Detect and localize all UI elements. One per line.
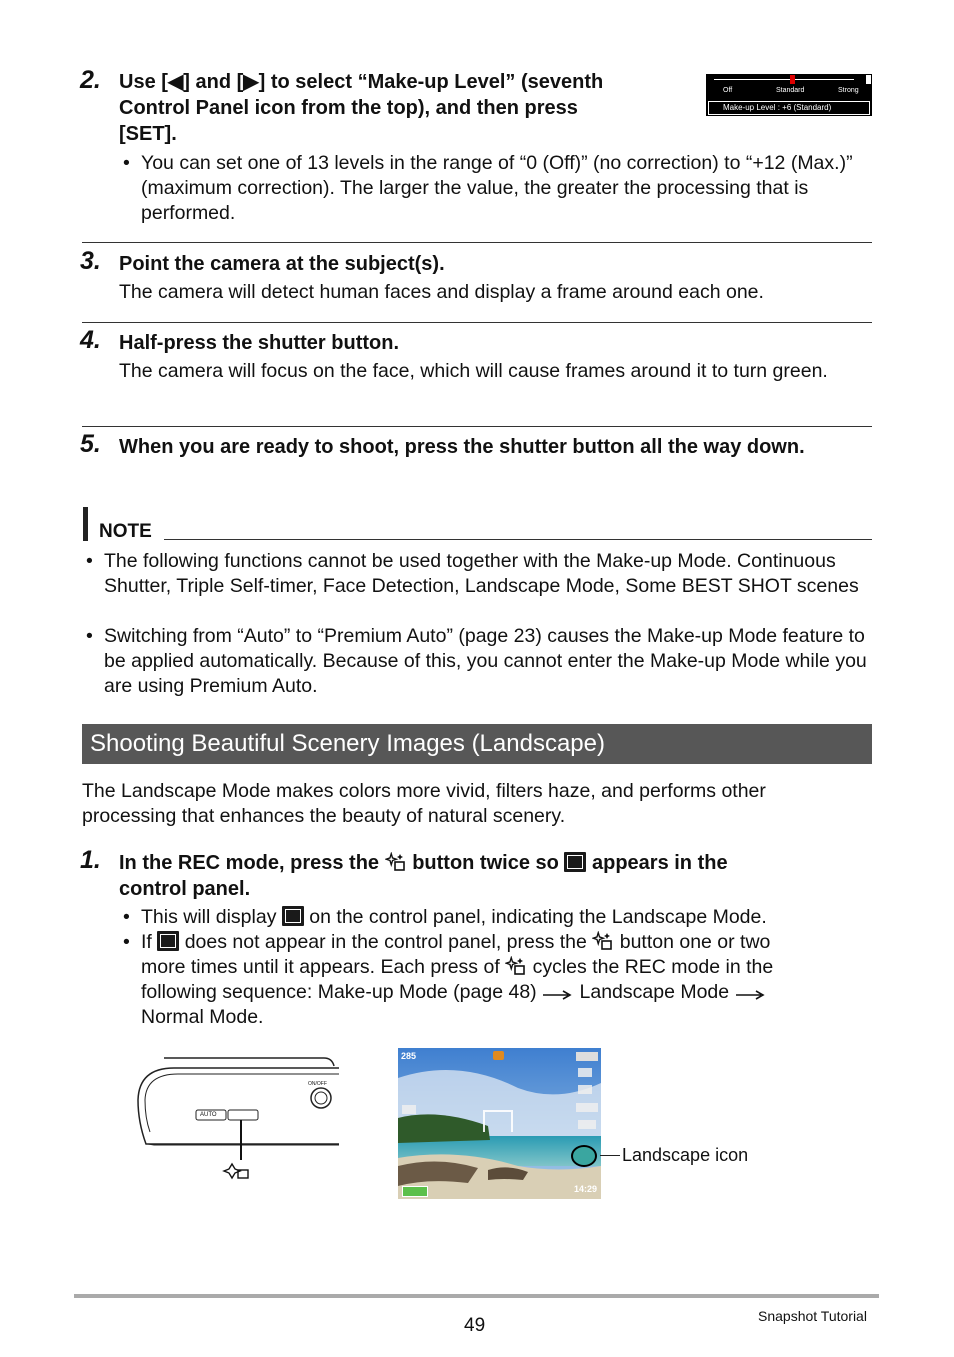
title-text: button twice so xyxy=(412,852,559,874)
size-icon xyxy=(576,1052,598,1061)
camera-illustration xyxy=(134,1052,344,1192)
slider-marker xyxy=(790,75,795,84)
note-bullet xyxy=(86,624,870,699)
note-label: NOTE xyxy=(99,521,152,542)
step-body: The camera will detect human faces and display a frame around each one. xyxy=(119,281,764,303)
bullet-dot: • xyxy=(123,931,130,953)
label-standard: Standard xyxy=(776,87,805,94)
iso-icon xyxy=(578,1120,596,1129)
bullet-text: Switching from “Auto” to “Premium Auto” (page 23) causes the Make-up Mode feature to be applied automatically. Because of this, you cannot enter the Make-up Mode while you are using Premium Auto. xyxy=(104,625,867,697)
step-number: 4. xyxy=(80,326,101,354)
bullet-text: Normal Mode. xyxy=(141,1006,264,1028)
step-title xyxy=(119,850,859,902)
slider-end xyxy=(866,75,871,84)
stabilizer-icon xyxy=(402,1105,416,1114)
page-number: 49 xyxy=(464,1315,486,1336)
note-rule xyxy=(164,539,872,540)
clock: 14:29 xyxy=(574,1184,598,1194)
step-number: 1. xyxy=(80,846,101,874)
step-title-line: Use [◀] and [▶] to select “Make-up Level” (seventh xyxy=(119,71,604,93)
step-number: 5. xyxy=(80,430,101,458)
note-bullet xyxy=(86,549,864,599)
label-strong: Strong xyxy=(838,87,859,94)
note-bar xyxy=(83,507,88,541)
bullet-text: does not appear in the control panel, press the xyxy=(184,931,587,953)
bullet-text: more times until it appears. Each press of xyxy=(141,956,500,978)
bullet-dot: • xyxy=(86,625,93,647)
lcd-screen xyxy=(398,1048,601,1199)
arrow-right-icon xyxy=(735,989,767,1001)
divider xyxy=(82,322,872,323)
camera-top-drawing xyxy=(134,1052,344,1192)
bullet-text: The following functions cannot be used together with the Make-up Mode. Continuous Shutter, Triple Self-timer, Face Detection, Landscape Mode, Some BEST SHOT scenes xyxy=(104,550,859,597)
section-heading: Shooting Beautiful Scenery Images (Landscape) xyxy=(82,724,872,764)
title-text: control panel. xyxy=(119,878,251,900)
step-body: The camera will focus on the face, which will cause frames around it to turn green. xyxy=(119,360,828,382)
section-intro: The Landscape Mode makes colors more vivid, filters haze, and performs other processing that enhances the beauty of natural scenery. xyxy=(82,780,766,827)
footer-rule xyxy=(74,1294,879,1298)
bullet-item xyxy=(123,151,869,226)
landscape-icon xyxy=(157,931,179,951)
onoff-label: ON/OFF xyxy=(308,1081,327,1087)
camera-mode-icon xyxy=(493,1051,504,1060)
callout-label: Landscape icon xyxy=(622,1145,749,1165)
step-title xyxy=(119,69,699,147)
bullet-text: If xyxy=(141,931,152,953)
landscape-icon xyxy=(564,852,586,872)
footer-section: Snapshot Tutorial xyxy=(758,1308,867,1324)
bullet-dot: • xyxy=(123,906,130,928)
landscape-mode-icon xyxy=(571,1145,597,1167)
level-readout: Make-up Level : +6 (Standard) xyxy=(708,101,870,115)
selftimer-icon xyxy=(576,1103,598,1112)
makeup-level-screen xyxy=(706,74,872,116)
divider xyxy=(82,242,872,243)
step-number: 3. xyxy=(80,247,101,275)
bullet-dot: • xyxy=(123,152,130,174)
shots-remaining: 285 xyxy=(401,1051,417,1061)
bullet-text: button one or two xyxy=(619,931,771,953)
title-text: In the REC mode, press the xyxy=(119,852,380,874)
step-title: Point the camera at the subject(s). xyxy=(119,253,445,275)
callout-line xyxy=(600,1155,620,1156)
bullet-text: You can set one of 13 levels in the range of “0 (Off)” (no correction) to “+12 (Max.)” (maximum correction). The larger the value, the greater the processing that is performed. xyxy=(141,152,853,224)
bullet-text: following sequence: Make-up Mode (page 48) xyxy=(141,981,537,1003)
bullet-item xyxy=(123,930,871,1030)
step-number: 2. xyxy=(80,66,101,94)
step-title-line: Control Panel icon from the top), and then press xyxy=(119,97,578,119)
step-title-line: [SET]. xyxy=(119,123,177,145)
step-title: When you are ready to shoot, press the shutter button all the way down. xyxy=(119,436,805,458)
bullet-text: This will display xyxy=(141,906,277,928)
makeup-sparkle-icon xyxy=(505,956,527,976)
makeup-sparkle-icon xyxy=(592,931,614,951)
slider-track xyxy=(714,79,854,80)
bullet-text: Landscape Mode xyxy=(579,981,730,1003)
divider xyxy=(82,426,872,427)
battery-icon xyxy=(402,1186,428,1197)
auto-button-label: AUTO xyxy=(200,1112,217,1118)
label-off: Off xyxy=(723,87,733,94)
bullet-text: cycles the REC mode in the xyxy=(532,956,774,978)
arrow-right-icon xyxy=(542,989,574,1001)
flash-icon xyxy=(578,1068,592,1077)
landscape-icon xyxy=(282,906,304,926)
title-text: appears in the xyxy=(591,852,728,874)
bullet-dot: • xyxy=(86,550,93,572)
bullet-text: on the control panel, indicating the Landscape Mode. xyxy=(309,906,767,928)
af-icon xyxy=(578,1085,592,1094)
bullet-item xyxy=(123,905,861,930)
step-title: Half-press the shutter button. xyxy=(119,332,400,354)
focus-frame xyxy=(483,1110,513,1132)
makeup-sparkle-icon xyxy=(385,852,407,872)
